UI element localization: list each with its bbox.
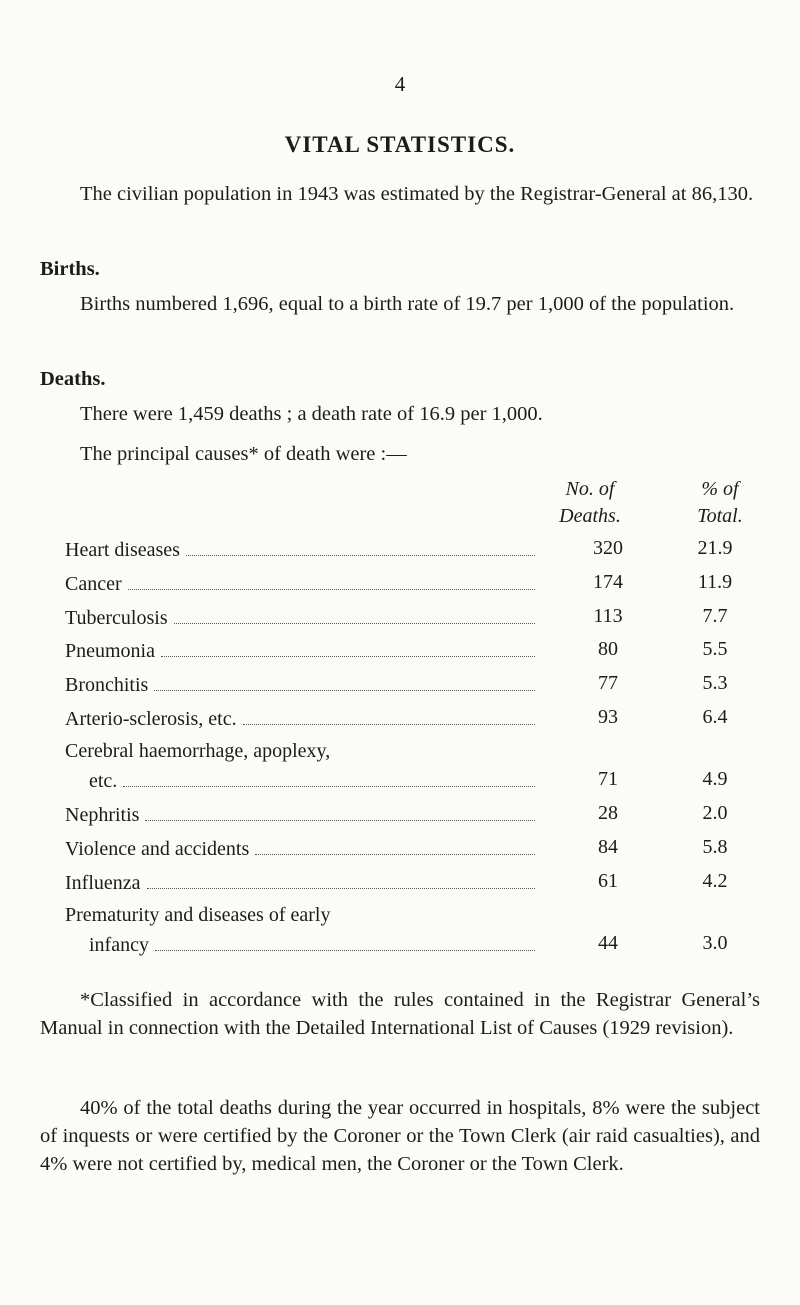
page-title: VITAL STATISTICS.: [284, 132, 516, 157]
column-header-deaths: [535, 476, 645, 530]
dot-leader: [145, 802, 535, 821]
percent-value: 5.3: [702, 672, 728, 694]
deaths-value: 84: [598, 836, 618, 858]
percent-value: 4.2: [702, 870, 728, 892]
table-row: [65, 605, 765, 633]
dot-leader: [243, 706, 535, 725]
table-row: [65, 638, 765, 666]
cause-label: Cancer: [65, 573, 122, 595]
deaths-heading: Deaths.: [40, 368, 106, 390]
percent-value: 2.0: [702, 802, 728, 824]
column-header-percent-line1: % of: [701, 478, 739, 500]
dot-leader: [147, 870, 535, 889]
table-row: [65, 672, 765, 700]
intro-paragraph: The civilian population in 1943 was estimated by the Registrar-General at 86,130.: [80, 183, 754, 205]
cause-label: Tuberculosis: [65, 607, 168, 629]
percent-value: 6.4: [702, 706, 728, 728]
page-number: 4: [394, 72, 406, 96]
percent-value: 4.9: [702, 768, 728, 790]
cause-label: Heart diseases: [65, 539, 180, 561]
dot-leader: [255, 836, 535, 855]
table-row: [65, 740, 765, 792]
column-header-deaths-line1: No. of: [565, 478, 615, 500]
table-row: [65, 537, 765, 565]
percent-value: 21.9: [697, 537, 733, 559]
dot-leader: [123, 768, 535, 787]
table-row: [65, 571, 765, 599]
deaths-value: 320: [593, 537, 623, 559]
table-row: [65, 904, 765, 956]
deaths-value: 77: [598, 672, 618, 694]
table-row: [65, 870, 765, 898]
cause-label: Influenza: [65, 872, 141, 894]
cause-label: Bronchitis: [65, 674, 149, 696]
dot-leader: [154, 672, 535, 691]
column-header-deaths-line2: Deaths.: [559, 505, 621, 527]
cause-label: Violence and accidents: [65, 838, 250, 860]
column-header-percent: [665, 476, 775, 530]
deaths-value: 174: [593, 571, 623, 593]
percent-value: 7.7: [702, 605, 728, 627]
dot-leader: [174, 605, 535, 624]
dot-leader: [155, 932, 535, 951]
deaths-value: 93: [598, 706, 618, 728]
cause-label-line1: Cerebral haemorrhage, apoplexy,: [65, 740, 331, 762]
cause-label: etc.: [89, 770, 118, 792]
closing-paragraph: 40% of the total deaths during the year occurred in hospitals, 8% were the subject of inquests or were certified by the Coroner or the Town Clerk (air raid casualties), and 4% were not certified by, medical men, the Coroner or the Town Clerk.: [40, 1097, 760, 1175]
deaths-value: 61: [598, 870, 618, 892]
deaths-value: 113: [593, 605, 623, 627]
dot-leader: [128, 571, 535, 590]
percent-value: 3.0: [702, 932, 728, 954]
footnote: *Classified in accordance with the rules contained in the Registrar General’s Manual in connection with the Detailed International List of Causes (1929 revision).: [40, 989, 760, 1039]
births-heading: Births.: [40, 258, 100, 280]
cause-label: Pneumonia: [65, 640, 155, 662]
deaths-value: 28: [598, 802, 618, 824]
dot-leader: [186, 537, 535, 556]
cause-label: infancy: [89, 934, 149, 956]
column-header-percent-line2: Total.: [697, 505, 743, 527]
table-row: [65, 802, 765, 830]
births-paragraph: Births numbered 1,696, equal to a birth rate of 19.7 per 1,000 of the population.: [80, 293, 735, 315]
cause-label-line1: Prematurity and diseases of early: [65, 904, 331, 926]
deaths-value: 44: [598, 932, 618, 954]
deaths-paragraph: There were 1,459 deaths ; a death rate of 16.9 per 1,000.: [80, 403, 543, 425]
percent-value: 5.8: [702, 836, 728, 858]
dot-leader: [161, 638, 535, 657]
percent-value: 11.9: [697, 571, 733, 593]
percent-value: 5.5: [702, 638, 728, 660]
cause-label: Nephritis: [65, 804, 140, 826]
deaths-value: 80: [598, 638, 618, 660]
deaths-value: 71: [598, 768, 618, 790]
cause-label: Arterio-sclerosis, etc.: [65, 708, 237, 730]
principal-causes-intro: The principal causes* of death were :—: [80, 443, 407, 465]
table-row: [65, 706, 765, 734]
table-row: [65, 836, 765, 864]
